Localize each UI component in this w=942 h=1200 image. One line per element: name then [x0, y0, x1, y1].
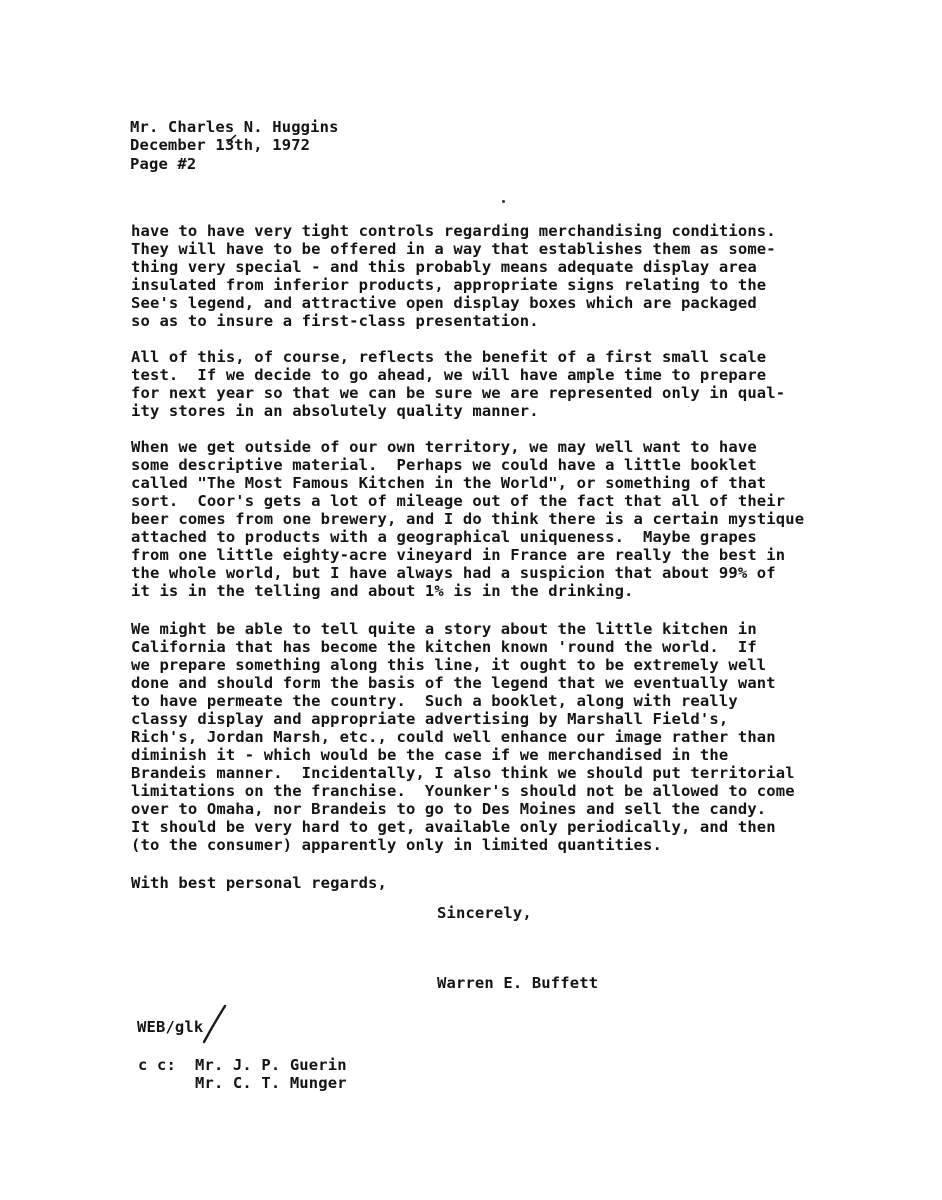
body-line: insulated from inferior products, appropriate signs relating to the — [131, 276, 767, 294]
typist-initials: WEB/glk — [137, 1018, 204, 1036]
body-line: done and should form the basis of the legend that we eventually want — [131, 674, 776, 692]
cc-recipient: Mr. C. T. Munger — [195, 1074, 347, 1092]
body-line: They will have to be offered in a way that establishes them as some- — [131, 240, 776, 258]
body-line: classy display and appropriate advertising by Marshall Field's, — [131, 710, 729, 728]
closing-sincerely: Sincerely, — [437, 904, 532, 922]
body-line: for next year so that we can be sure we are represented only in qual- — [131, 384, 786, 402]
body-line: over to Omaha, nor Brandeis to go to Des Moines and sell the candy. — [131, 800, 767, 818]
body-line: Rich's, Jordan Marsh, etc., could well enhance our image rather than — [131, 728, 776, 746]
body-line: it is in the telling and about 1% is in the drinking. — [131, 582, 634, 600]
body-line: It should be very hard to get, available only periodically, and then — [131, 818, 776, 836]
regards-line: With best personal regards, — [131, 874, 388, 892]
body-line: from one little eighty-acre vineyard in France are really the best in — [131, 546, 786, 564]
scan-dot — [502, 200, 505, 203]
body-line: thing very special - and this probably means adequate display area — [131, 258, 757, 276]
body-line: See's legend, and attractive open display boxes which are packaged — [131, 294, 757, 312]
body-line: test. If we decide to go ahead, we will have ample time to prepare — [131, 366, 767, 384]
recipient-name: Mr. Charles N. Huggins — [130, 118, 339, 136]
body-line: We might be able to tell quite a story about the little kitchen in — [131, 620, 757, 638]
body-line: beer comes from one brewery, and I do think there is a certain mystique — [131, 510, 805, 528]
body-line: (to the consumer) apparently only in limited quantities. — [131, 836, 662, 854]
body-line: Brandeis manner. Incidentally, I also think we should put territorial — [131, 764, 795, 782]
body-line: have to have very tight controls regarding merchandising conditions. — [131, 222, 776, 240]
body-line: to have permeate the country. Such a booklet, along with really — [131, 692, 738, 710]
body-line: limitations on the franchise. Younker's should not be allowed to come — [131, 782, 795, 800]
body-line: When we get outside of our own territory, we may well want to have — [131, 438, 757, 456]
body-line: attached to products with a geographical uniqueness. Maybe grapes — [131, 528, 757, 546]
letter-date: December 13th, 1972 — [130, 136, 311, 154]
body-line: sort. Coor's gets a lot of mileage out of the fact that all of their — [131, 492, 786, 510]
cc-label: c c: — [138, 1056, 176, 1074]
body-line: the whole world, but I have always had a suspicion that about 99% of — [131, 564, 776, 582]
cc-recipient: Mr. J. P. Guerin — [195, 1056, 347, 1074]
body-line: diminish it - which would be the case if we merchandised in the — [131, 746, 729, 764]
body-line: so as to insure a first-class presentation. — [131, 312, 539, 330]
body-line: ity stores in an absolutely quality manner. — [131, 402, 539, 420]
body-line: California that has become the kitchen known 'round the world. If — [131, 638, 757, 656]
page-number: Page #2 — [130, 155, 197, 173]
body-line: some descriptive material. Perhaps we could have a little booklet — [131, 456, 757, 474]
body-line: All of this, of course, reflects the benefit of a first small scale — [131, 348, 767, 366]
body-line: we prepare something along this line, it ought to be extremely well — [131, 656, 767, 674]
signature-name: Warren E. Buffett — [437, 974, 599, 992]
body-line: called "The Most Famous Kitchen in the World", or something of that — [131, 474, 767, 492]
